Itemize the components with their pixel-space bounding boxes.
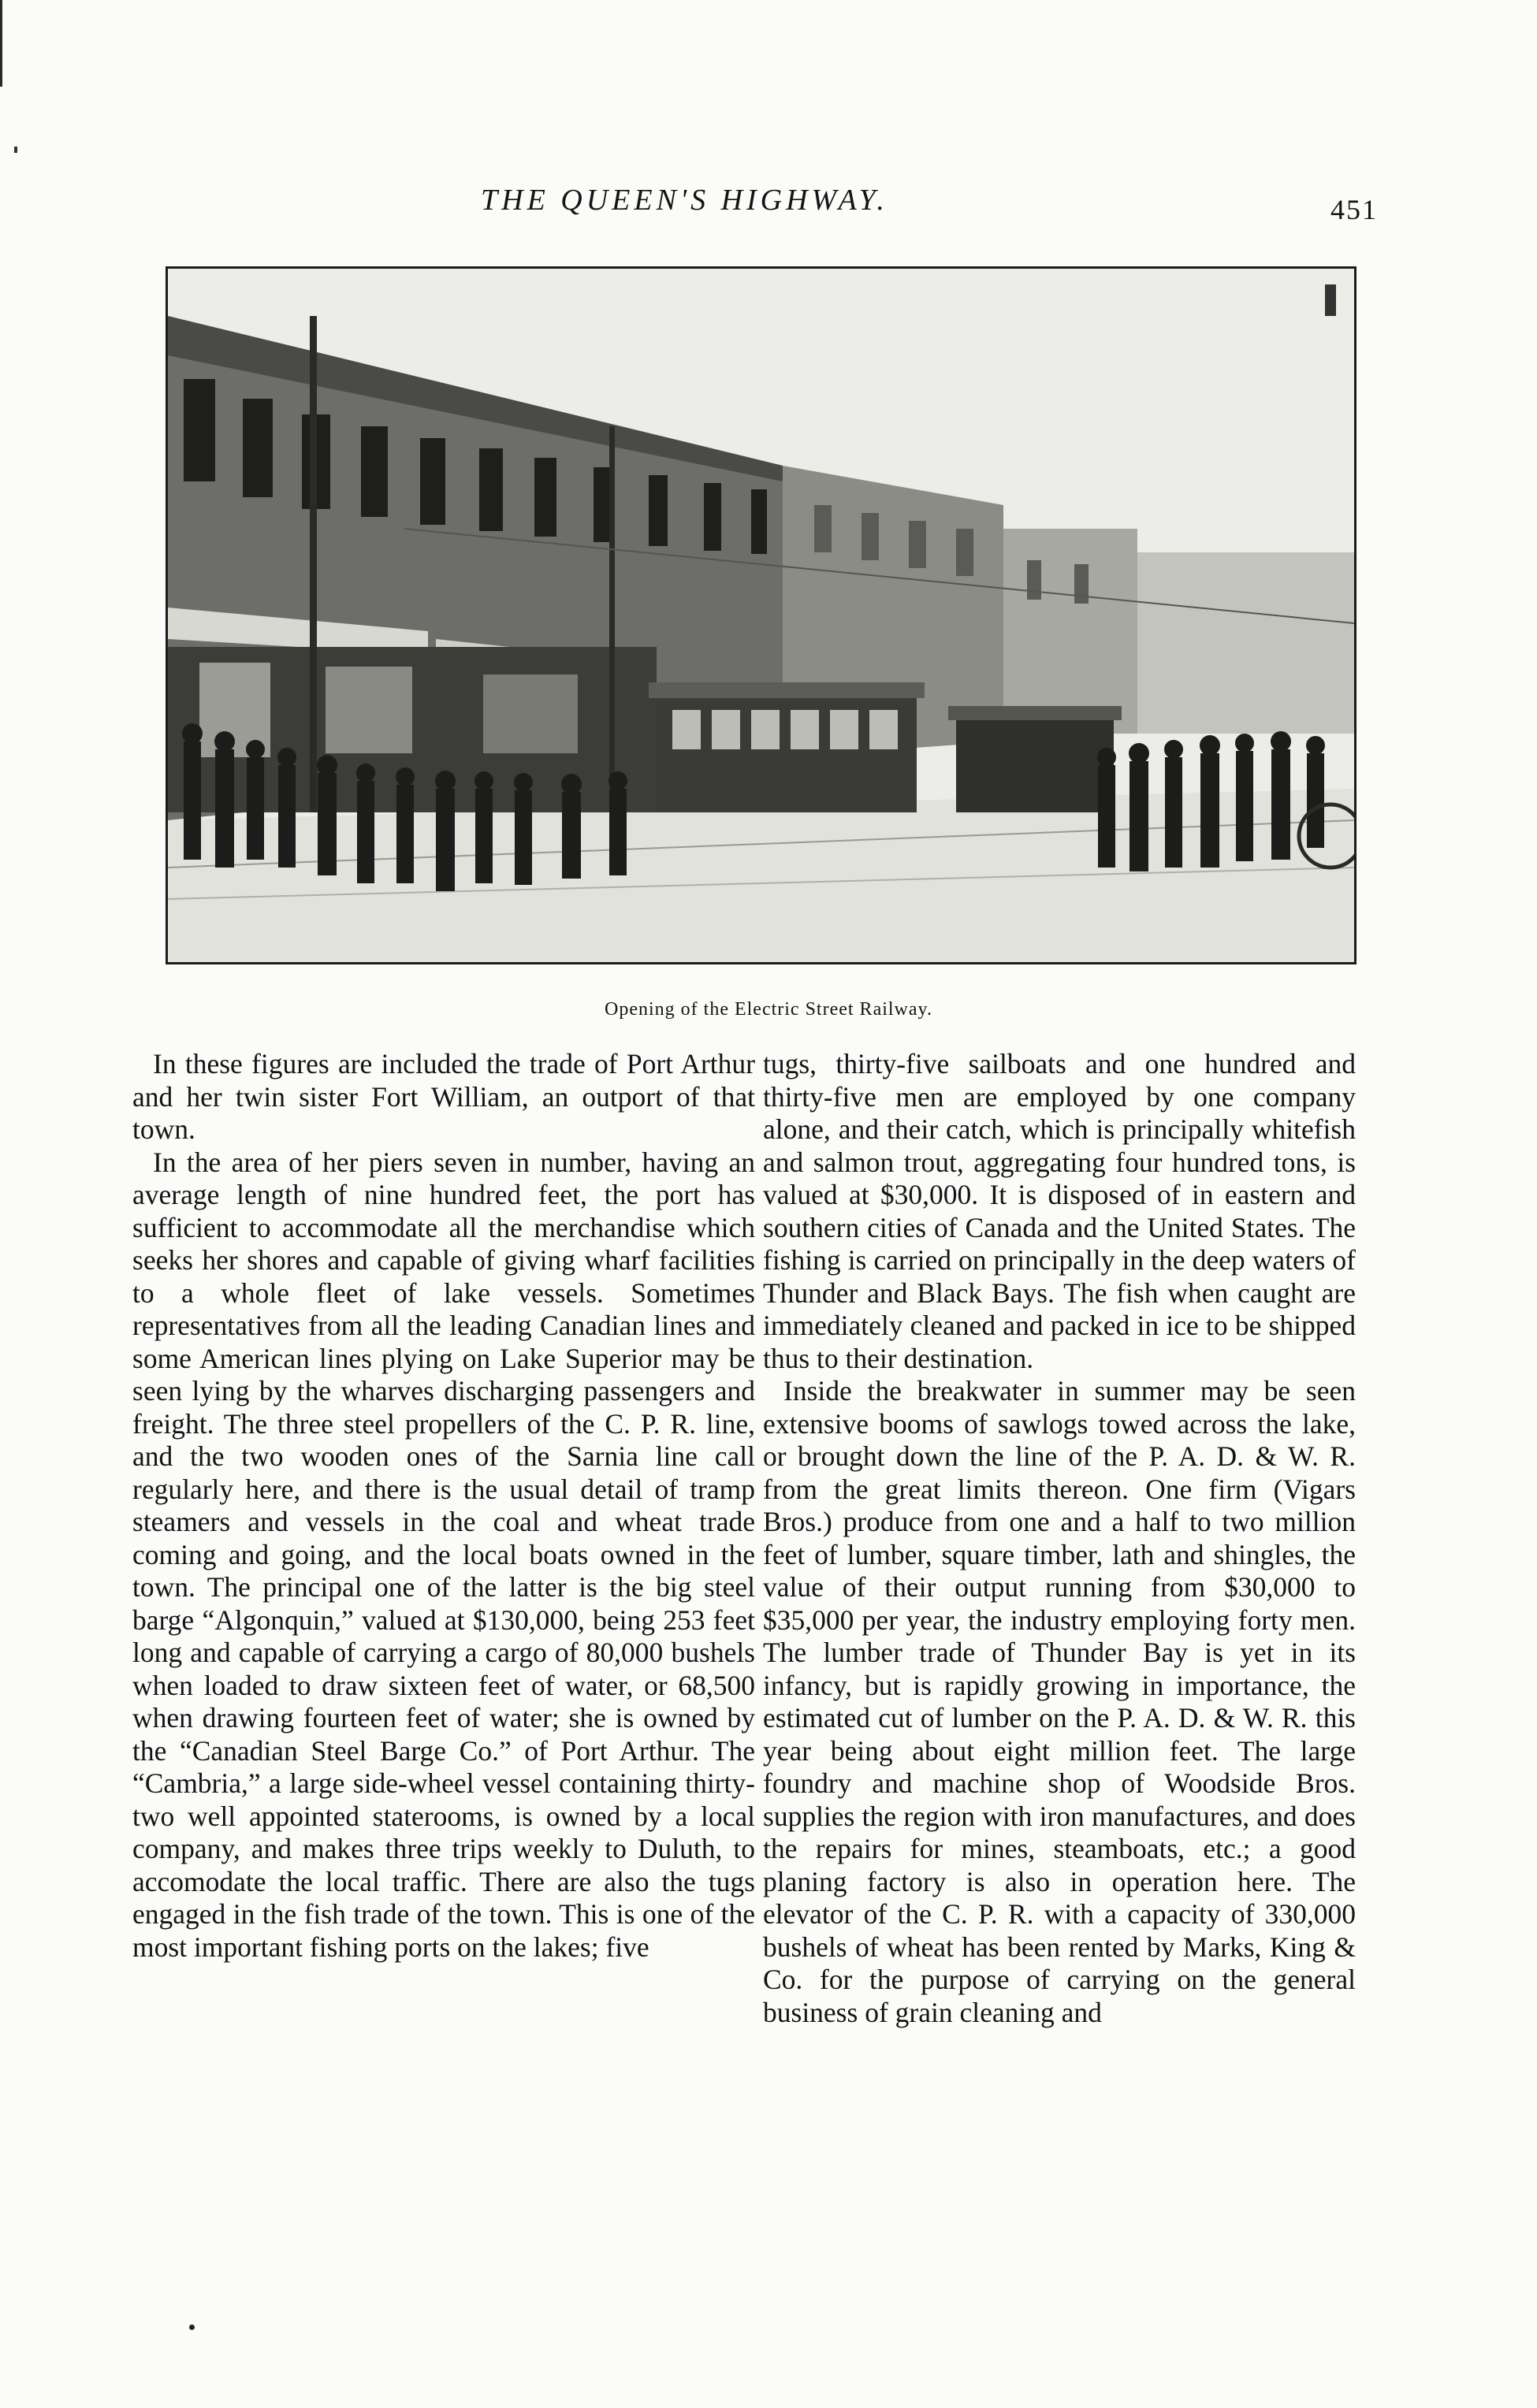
- right-text-column: [763, 1048, 1356, 2029]
- paragraph: In the area of her piers seven in number, having an average length of nine hundred feet, the port has sufficient to accommodate all the merchandise which seeks her shores and capable of giving wharf facilities to a whole fleet of lake vessels. Sometimes representatives from all the leading Canadian lines and some American lines plying on Lake Superior may be seen lying by the wharves discharging passengers and freight. The three steel propellers of the C. P. R. line, and the two wooden ones of the Sarnia line call regularly here, and there is the usual detail of tramp steamers and vessels in the coal and wheat trade coming and going, and the local boats owned in the town. The principal one of the latter is the big steel barge “Algonquin,” valued at $130,000, being 253 feet long and capable of carrying a cargo of 80,000 bushels when loaded to draw sixteen feet of water, or 68,500 when drawing fourteen feet of water; she is owned by the “Canadian Steel Barge Co.” of Port Arthur. The “Cambria,” a large side-wheel vessel containing thirty-two well appointed staterooms, is owned by a local company, and makes three trips weekly to Duluth, to accomodate the local traffic. There are also the tugs engaged in the fish trade of the town. This is one of the most important fishing ports on the lakes; five: [132, 1146, 755, 1963]
- street-railway-photo: [166, 266, 1357, 964]
- running-title: THE QUEEN'S HIGHWAY.: [481, 184, 888, 217]
- paragraph: In these figures are included the trade of Port Arthur and her twin sister Fort William, an outport of that town.: [132, 1048, 755, 1145]
- page-number: 451: [1330, 194, 1378, 225]
- scan-speck: [189, 2324, 195, 2330]
- photo-illustration: [168, 269, 1354, 962]
- scan-edge-dot: [14, 147, 17, 153]
- scan-edge-mark: [0, 0, 2, 87]
- paragraph: Inside the breakwater in summer may be seen extensive booms of sawlogs towed across the lake, or brought down the line of the P. A. D. & W. R. from the great limits thereon. One firm (Vigars Bros.) produce from one and a half to two million feet of lumber, square timber, lath and shingles, the value of their output running from $30,000 to $35,000 per year, the industry employing forty men. The lumber trade of Thunder Bay is yet in its infancy, but is rapidly growing in importance, the estimated cut of lumber on the P. A. D. & W. R. this year being about eight million feet. The large foundry and machine shop of Woodside Bros. supplies the region with iron manufactures, and does the repairs for mines, steamboats, etc.; a good planing factory is also in operation here. The elevator of the C. P. R. with a capacity of 330,000 bushels of wheat has been rented by Marks, King & Co. for the purpose of carrying on the general business of grain cleaning and: [763, 1375, 1356, 2028]
- photo-caption: Opening of the Electric Street Railway.: [605, 999, 932, 1020]
- left-text-column: [132, 1048, 755, 1964]
- paragraph: tugs, thirty-five sailboats and one hundred and thirty-five men are employed by one company alone, and their catch, which is principally whitefish and salmon trout, aggregating four hundred tons, is valued at $30,000. It is disposed of in eastern and southern cities of Canada and the United States. The fishing is carried on principally in the deep waters of Thunder and Black Bays. The fish when caught are immediately cleaned and packed in ice to be shipped thus to their destination.: [763, 1048, 1356, 1374]
